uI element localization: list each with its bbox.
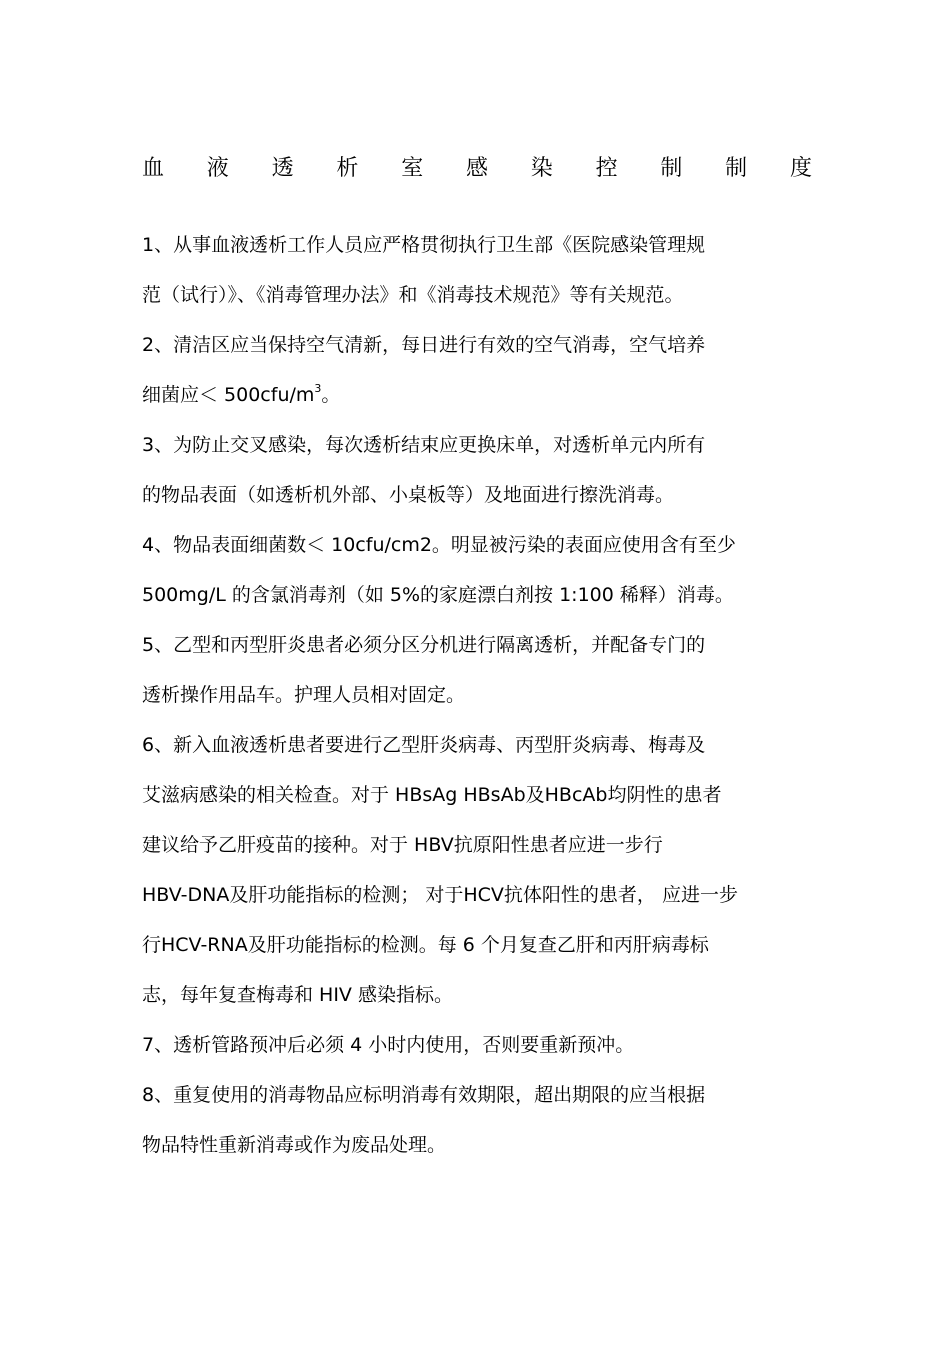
- text-line: 艾滋病感染的相关检查。对于 HBsAg HBsAb及HBcAb均阴性的患者: [142, 784, 722, 806]
- title-char: 室: [401, 155, 424, 181]
- text-line: 5、乙型和丙型肝炎患者必须分区分机进行隔离透析，并配备专门的: [142, 634, 706, 656]
- text-line: 范（试行）》、《消毒管理办法》和《消毒技术规范》等有关规范。: [142, 284, 684, 306]
- text-line: 6、新入血液透析患者要进行乙型肝炎病毒、丙型肝炎病毒、梅毒及: [142, 734, 706, 756]
- title-char: 透: [271, 155, 294, 181]
- title-char: 染: [530, 155, 553, 181]
- text-line: 3、为防止交叉感染，每次透析结束应更换床单，对透析单元内所有: [142, 434, 706, 456]
- superscript-3: 3: [314, 382, 322, 395]
- text-line: 行HCV-RNA及肝功能指标的检测。每 6 个月复查乙肝和丙肝病毒标: [142, 934, 709, 956]
- text-line: 物品特性重新消毒或作为废品处理。: [142, 1134, 447, 1156]
- title-char: 血: [142, 155, 165, 181]
- title-char: 控: [595, 155, 618, 181]
- page-title: [142, 148, 812, 184]
- text-line: 1、从事血液透析工作人员应严格贯彻执行卫生部《医院感染管理规: [142, 234, 706, 256]
- text-line: 志，每年复查梅毒和 HIV 感染指标。: [142, 984, 453, 1006]
- title-char: 制: [725, 155, 748, 181]
- title-char: 析: [336, 155, 359, 181]
- title-char: 制: [660, 155, 683, 181]
- text-line: 4、物品表面细菌数＜ 10cfu/cm2。明显被污染的表面应使用含有至少: [142, 534, 736, 556]
- text-line: HBV-DNA及肝功能指标的检测； 对于HCV抗体阳性的患者， 应进一步: [142, 884, 738, 906]
- title-char: 感: [465, 155, 488, 181]
- text-line: 2、清洁区应当保持空气清新，每日进行有效的空气消毒，空气培养: [142, 334, 706, 356]
- regulation-body: [142, 220, 822, 1170]
- title-char: 度: [789, 155, 812, 181]
- text-line: 透析操作用品车。护理人员相对固定。: [142, 684, 466, 706]
- text-line: 500mg/L 的含氯消毒剂（如 5%的家庭漂白剂按 1:100 稀释）消毒。: [142, 584, 734, 606]
- text-line: 的物品表面（如透析机外部、小桌板等）及地面进行擦洗消毒。: [142, 484, 675, 506]
- text-line-with-superscript: [142, 370, 822, 420]
- text-line: 建议给予乙肝疫苗的接种。对于 HBV抗原阳性患者应进一步行: [142, 834, 663, 856]
- text-line-main: 细菌应＜ 500cfu/m: [142, 384, 315, 406]
- text-line-tail: 。: [321, 384, 341, 406]
- text-line: 8、重复使用的消毒物品应标明消毒有效期限，超出期限的应当根据: [142, 1084, 706, 1106]
- title-char: 液: [206, 155, 229, 181]
- text-line: 7、透析管路预冲后必须 4 小时内使用，否则要重新预冲。: [142, 1034, 635, 1056]
